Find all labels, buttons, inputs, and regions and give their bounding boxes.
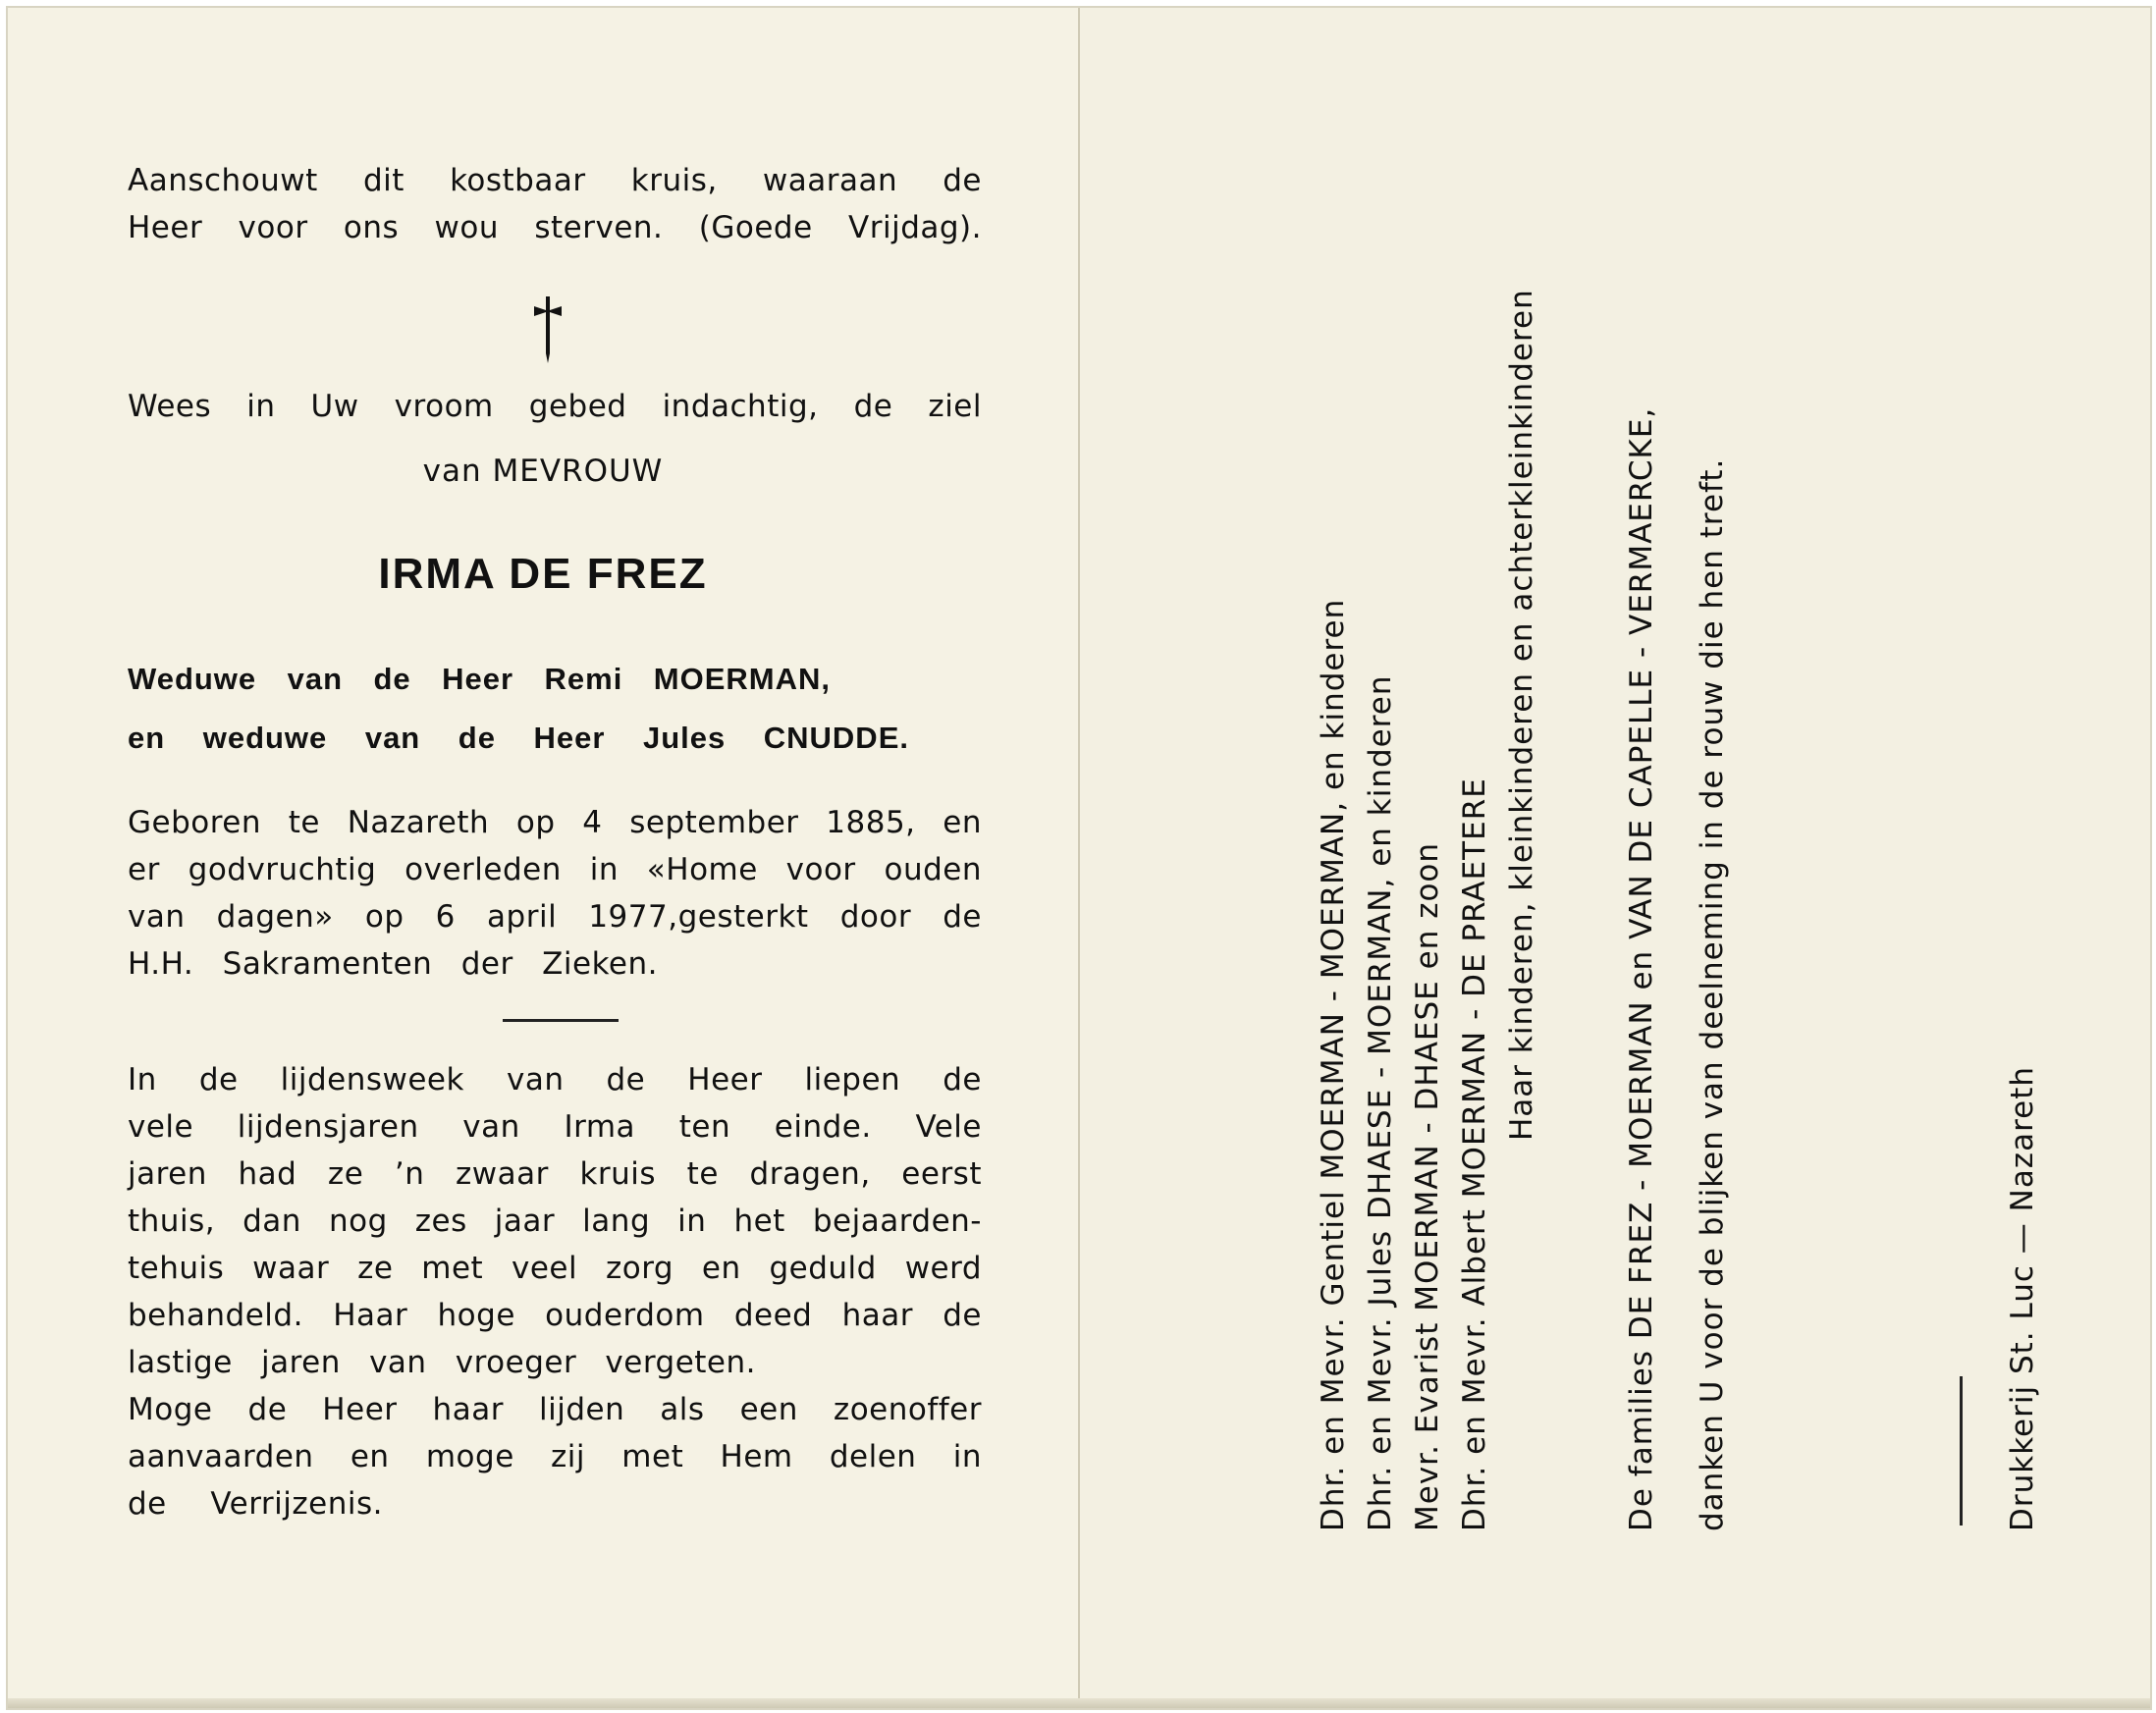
- widow-line-1: Weduwe van de Heer Remi MOERMAN,: [128, 662, 831, 696]
- meditation-paragraph: [128, 1056, 982, 1527]
- meditation-line-10: de Verrijzenis.: [128, 1486, 383, 1522]
- meditation-line-4: thuis, dan nog zes jaar lang in het bejaarden-: [128, 1204, 982, 1239]
- meditation-line-3: jaren had ze ’n zwaar kruis te dragen, eerst: [128, 1156, 982, 1192]
- meditation-line-9: aanvaarden en moge zij met Hem delen in: [128, 1439, 982, 1474]
- birth-death-paragraph: [128, 799, 982, 988]
- deceased-name: IRMA DE FREZ: [378, 550, 708, 598]
- meditation-line-7: lastige jaren van vroeger vergeten.: [128, 1345, 756, 1380]
- family-line-5: Haar kinderen, kleinkinderen en achterkleinkinderen: [1504, 289, 1539, 1141]
- printer-rule: [1960, 1376, 1963, 1526]
- widow-line-2: en weduwe van de Heer Jules CNUDDE.: [128, 721, 909, 755]
- cross-icon: [528, 293, 567, 367]
- meditation-line-2: vele lijdensjaren van Irma ten einde. Vele: [128, 1109, 982, 1145]
- widow-lines: [128, 650, 913, 768]
- memorial-card: [8, 8, 2150, 1708]
- thanks-line-1: De families DE FREZ - MOERMAN en VAN DE CAPELLE - VERMAERCKE,: [1624, 406, 1659, 1531]
- family-line-1: Dhr. en Mevr. Gentiel MOERMAN - MOERMAN, en kinderen: [1316, 598, 1351, 1531]
- family-line-2: Dhr. en Mevr. Jules DHAESE - MOERMAN, en kinderen: [1363, 674, 1398, 1531]
- meditation-line-8: Moge de Heer haar lijden als een zoenoffer: [128, 1392, 982, 1427]
- family-line-3: Mevr. Evarist MOERMAN - DHAESE en zoon: [1410, 841, 1445, 1531]
- prayer-text: Wees in Uw vroom gebed indachtig, de ziel: [128, 389, 982, 424]
- meditation-line-6: behandeld. Haar hoge ouderdom deed haar de: [128, 1298, 982, 1333]
- right-panel: [1080, 8, 2150, 1708]
- birth-line-4: H.H. Sakramenten der Zieken.: [128, 946, 658, 982]
- verse-line-2: Heer voor ons wou sterven. (Goede Vrijdag).: [128, 210, 982, 245]
- verse: [128, 157, 982, 251]
- birth-line-1: Geboren te Nazareth op 4 september 1885, en: [128, 805, 982, 840]
- verse-line-1: Aanschouwt dit kostbaar kruis, waaraan de: [128, 163, 982, 198]
- divider: [503, 1019, 619, 1022]
- birth-line-3: van dagen» op 6 april 1977,gesterkt door de: [128, 899, 982, 935]
- printer-credit: Drukkerij St. Luc — Nazareth: [2005, 1065, 2040, 1531]
- birth-line-2: er godvruchtig overleden in «Home voor ouden: [128, 852, 982, 887]
- family-line-4: Dhr. en Mevr. Albert MOERMAN - DE PRAETERE: [1457, 777, 1492, 1531]
- card-bottom-edge: [8, 1698, 2150, 1708]
- thanks-line-2: danken U voor de blijken van deelneming in de rouw die hen treft.: [1695, 457, 1730, 1531]
- meditation-line-1: In de lijdensweek van de Heer liepen de: [128, 1062, 982, 1097]
- prayer-line: [128, 383, 982, 430]
- van-mevrouw: van MEVROUW: [422, 454, 664, 489]
- left-panel: [8, 8, 1080, 1708]
- meditation-line-5: tehuis waar ze met veel zorg en geduld werd: [128, 1251, 982, 1286]
